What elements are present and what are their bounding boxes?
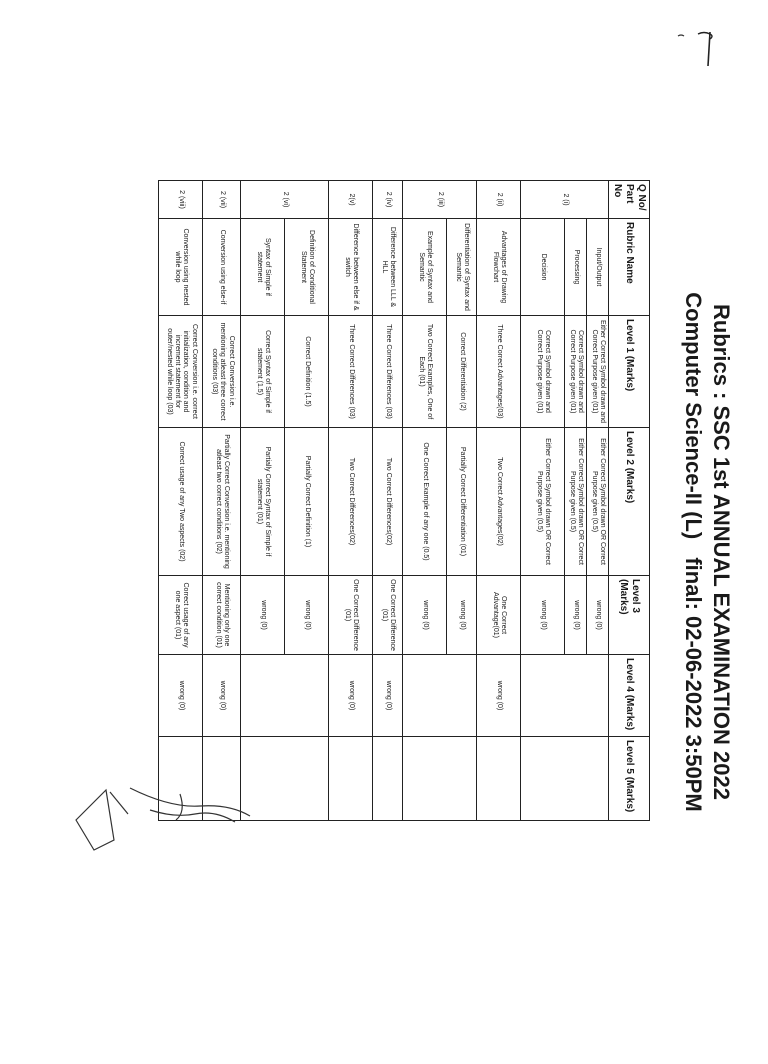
rubric-name-cell: Decision [521, 219, 565, 316]
level-1-cell: Two Correct Examples, One of Each (01) [403, 316, 447, 428]
level-2-cell: Partially Correct Differentiation (01) [447, 428, 477, 576]
table-row [159, 181, 203, 821]
level-4-cell: wrong (0) [373, 655, 403, 737]
level-4-cell: wrong (0) [329, 655, 373, 737]
header-level-5: Level 5 (Marks) [609, 737, 650, 821]
level-2-cell: Partially Correct Conversion i.e. mentioning atleast two correct conditions (02) [203, 428, 241, 576]
table-row [447, 181, 477, 821]
level-3-cell: wrong (0) [565, 576, 587, 655]
level-2-cell: Either Correct Symbol drawn OR Correct Purpose given (0.5) [521, 428, 565, 576]
level-4-cell: wrong (0) [159, 655, 203, 737]
level-2-cell: Either Correct Symbol drawn OR Correct Purpose given (0.5) [565, 428, 587, 576]
qno-cell: 2(v) [329, 181, 373, 219]
document-title: Rubrics : SSC 1st ANNUAL EXAMINATION 2022 [709, 304, 734, 800]
qno-cell: 2 (viii) [159, 181, 203, 219]
table-row [329, 181, 373, 821]
document-subtitle [680, 40, 706, 1064]
level-1-cell: Correct Conversion i.e. mentioning atleast three correct conditions (03) [203, 316, 241, 428]
rubric-name-cell: Processing [565, 219, 587, 316]
level-3-cell: Correct usage of any one aspect (01) [159, 576, 203, 655]
subject-label: Computer Science-II (L) [681, 292, 706, 540]
rubric-table [158, 180, 650, 821]
level-3-cell: One Correct Advantage(01) [477, 576, 521, 655]
level-3-cell: wrong (0) [521, 576, 565, 655]
level-1-cell: Three Correct Advantages(03) [477, 316, 521, 428]
table-row [477, 181, 521, 821]
level-3-cell: One Correct Difference (01) [373, 576, 403, 655]
level-3-cell: wrong (0) [241, 576, 285, 655]
qno-cell: 2 (ii) [477, 181, 521, 219]
level-3-cell: wrong (0) [447, 576, 477, 655]
rubric-name-cell: Conversion using else-if [203, 219, 241, 316]
rubric-name-cell: Syntax of Simple if statement [241, 219, 285, 316]
level-2-cell: Partially Correct Definition (1) [285, 428, 329, 576]
rubric-name-cell: Input/Output [587, 219, 609, 316]
rubric-name-cell: Example of Syntax and Semantic [403, 219, 447, 316]
header-level-2: Level 2 (Marks) [609, 428, 650, 576]
qno-cell: 2 (iii) [403, 181, 477, 219]
level-3-cell: wrong (0) [403, 576, 447, 655]
level-1-cell: Three Correct Differences (03) [373, 316, 403, 428]
rubric-name-cell: Difference between else if & switch [329, 219, 373, 316]
level-5-cell [329, 737, 373, 821]
level-2-cell: Two Correct Differences(02) [329, 428, 373, 576]
level-3-cell: Mentioning only one correct condition (01) [203, 576, 241, 655]
level-1-cell: Correct Definition (1.5) [285, 316, 329, 428]
rubric-name-cell: Difference between LLL & HLL [373, 219, 403, 316]
level-1-cell: Correct Symbol drawn and Correct Purpose given (01) [565, 316, 587, 428]
level-5-cell [403, 737, 477, 821]
rubric-name-cell: Advantages of Drawing Flowchart [477, 219, 521, 316]
level-4-cell [403, 655, 477, 737]
header-level-1: Level 1 (Marks) [609, 316, 650, 428]
level-2-cell: Two Correct Differences(02) [373, 428, 403, 576]
level-1-cell: Three Correct Differences (03) [329, 316, 373, 428]
table-row [285, 181, 329, 821]
level-3-cell: One Correct Difference (01) [329, 576, 373, 655]
qno-cell: 2 (vi) [241, 181, 329, 219]
level-5-cell [521, 737, 609, 821]
final-timestamp: final: 02-06-2022 3:50PM [681, 557, 706, 812]
level-1-cell: Correct Conversion i.e. correct initialization, condition and increment statement for outer/nested while loop (03) [159, 316, 203, 428]
rubric-name-cell: Conversion using nested while loop [159, 219, 203, 316]
rubric-name-cell: Definition of Conditional Statement [285, 219, 329, 316]
level-2-cell: Correct usage of any Two aspects (02) [159, 428, 203, 576]
level-4-cell [521, 655, 609, 737]
level-5-cell [373, 737, 403, 821]
level-5-cell [477, 737, 521, 821]
level-2-cell: One Correct Example of any one (0.5) [403, 428, 447, 576]
level-2-cell: Either Correct Symbol drawn OR Correct Purpose given (0.5) [587, 428, 609, 576]
table-row [203, 181, 241, 821]
level-4-cell [241, 655, 329, 737]
qno-cell: 2 (iv) [373, 181, 403, 219]
handwritten-corner-mark [674, 22, 724, 70]
level-2-cell: Two Correct Advantages(02) [477, 428, 521, 576]
qno-cell: 2 (i) [521, 181, 609, 219]
level-3-cell: wrong (0) [285, 576, 329, 655]
level-1-cell: Correct Differentiation (2) [447, 316, 477, 428]
level-1-cell: Either Correct Symbol drawn and Correct Purpose given (01) [587, 316, 609, 428]
header-qno: Q No/ Part No [609, 181, 650, 219]
header-level-3: Level 3 (Marks) [609, 576, 650, 655]
level-1-cell: Correct Syntax of Simple if statement (1.5) [241, 316, 285, 428]
handwritten-signature [70, 780, 260, 860]
level-4-cell: wrong (0) [477, 655, 521, 737]
table-header-row [609, 181, 650, 821]
rubric-name-cell: Differentiation of Syntax and Semantic [447, 219, 477, 316]
header-level-4: Level 4 (Marks) [609, 655, 650, 737]
table-row [373, 181, 403, 821]
level-3-cell: wrong (0) [587, 576, 609, 655]
level-2-cell: Partially Correct Syntax of Simple if statement (01) [241, 428, 285, 576]
table-row [587, 181, 609, 821]
header-rubric-name: Rubric Name [609, 219, 650, 316]
level-4-cell: wrong (0) [203, 655, 241, 737]
qno-cell: 2 (vii) [203, 181, 241, 219]
level-1-cell: Correct Symbol drawn and Correct Purpose given (01) [521, 316, 565, 428]
